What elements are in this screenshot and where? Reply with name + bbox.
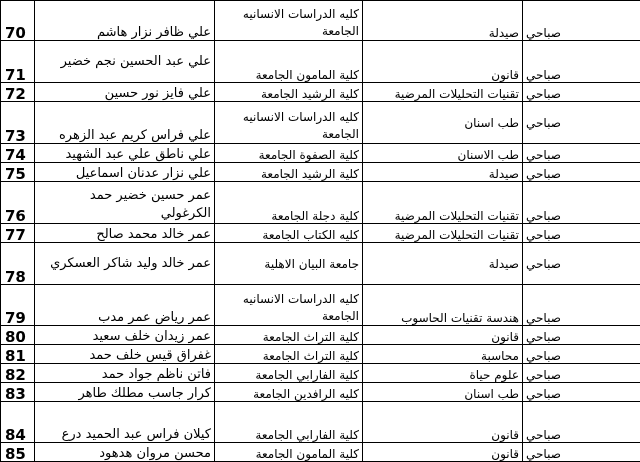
study-type: صباحي — [523, 83, 640, 102]
table-row — [1, 163, 640, 182]
department: طب اسنان — [363, 102, 523, 144]
student-name: عمر خالد محمد صالح — [35, 224, 215, 243]
department: تقنيات التحليلات المرضية — [363, 83, 523, 102]
college-name: كلية المامون الجامعة — [215, 41, 363, 83]
college-name: كليه الدراسات الانسانيه الجامعة — [215, 1, 363, 41]
table-row — [1, 345, 640, 364]
table-row — [1, 364, 640, 383]
table-row — [1, 224, 640, 243]
department: طب اسنان — [363, 383, 523, 402]
study-type: صباحي — [523, 144, 640, 163]
college-name: كلية دجلة الجامعة — [215, 182, 363, 224]
college-name: جامعة البيان الاهلية — [215, 243, 363, 285]
college-name: كلية الرشيد الجامعة — [215, 163, 363, 182]
college-name: كلية التراث الجامعة — [215, 345, 363, 364]
table-row — [1, 285, 640, 326]
college-name: كلية الفارابي الجامعة — [215, 364, 363, 383]
student-name: علي نزار عدنان اسماعيل — [35, 163, 215, 182]
student-name: عمر خالد وليد شاكر العسكري — [35, 243, 215, 285]
department: محاسبة — [363, 345, 523, 364]
study-type: صباحي — [523, 1, 640, 41]
department: صيدلة — [363, 163, 523, 182]
row-number: 70 — [1, 1, 35, 41]
row-number: 78 — [1, 243, 35, 285]
department: هندسة تقنيات الحاسوب — [363, 285, 523, 326]
student-name: عمر رياض عمر مدب — [35, 285, 215, 326]
college-name: كليه الرافدين الجامعة — [215, 383, 363, 402]
department: تقنيات التحليلات المرضية — [363, 182, 523, 224]
row-number: 73 — [1, 102, 35, 144]
table-row — [1, 326, 640, 345]
study-type: صباحي — [523, 402, 640, 443]
department: قانون — [363, 326, 523, 345]
study-type: صباحي — [523, 443, 640, 462]
study-type: صباحي — [523, 182, 640, 224]
row-number: 76 — [1, 182, 35, 224]
table-row — [1, 1, 640, 41]
table-row — [1, 383, 640, 402]
row-number: 79 — [1, 285, 35, 326]
department: قانون — [363, 443, 523, 462]
study-type: صباحي — [523, 326, 640, 345]
table-row — [1, 41, 640, 83]
row-number: 85 — [1, 443, 35, 462]
student-name: عمر زيدان خلف سعيد — [35, 326, 215, 345]
college-name: كلية الرشيد الجامعة — [215, 83, 363, 102]
college-name: كليه الكتاب الجامعة — [215, 224, 363, 243]
study-type: صباحي — [523, 41, 640, 83]
table-row — [1, 443, 640, 462]
student-name: علي ظافر نزار هاشم — [35, 1, 215, 41]
student-name: علي فايز نور حسين — [35, 83, 215, 102]
student-name: عمر حسين خضير حمد الكرغولي — [35, 182, 215, 224]
department: تقنيات التحليلات المرضية — [363, 224, 523, 243]
table-row — [1, 182, 640, 224]
study-type: صباحي — [523, 345, 640, 364]
study-type: صباحي — [523, 364, 640, 383]
row-number: 72 — [1, 83, 35, 102]
department: قانون — [363, 41, 523, 83]
student-name: علي ناطق علي عبد الشهيد — [35, 144, 215, 163]
study-type: صباحي — [523, 163, 640, 182]
study-type: صباحي — [523, 224, 640, 243]
row-number: 74 — [1, 144, 35, 163]
table-row — [1, 243, 640, 285]
student-name: فاتن ناظم جواد حمد — [35, 364, 215, 383]
student-name: علي عبد الحسين نجم خضير — [35, 41, 215, 83]
row-number: 75 — [1, 163, 35, 182]
row-number: 83 — [1, 383, 35, 402]
college-name: كلية الفارابي الجامعة — [215, 402, 363, 443]
study-type: صباحي — [523, 285, 640, 326]
table-row — [1, 144, 640, 163]
student-name: علي فراس كريم عبد الزهره — [35, 102, 215, 144]
study-type: صباحي — [523, 102, 640, 144]
college-name: كلية التراث الجامعة — [215, 326, 363, 345]
student-name: غفراق قيس خلف حمد — [35, 345, 215, 364]
department: طب الاسنان — [363, 144, 523, 163]
row-number: 84 — [1, 402, 35, 443]
college-name: كليه الدراسات الانسانيه الجامعة — [215, 102, 363, 144]
table-row — [1, 402, 640, 443]
student-name: محسن مروان هدهود — [35, 443, 215, 462]
college-name: كلية الصفوة الجامعة — [215, 144, 363, 163]
table-row — [1, 102, 640, 144]
study-type: صباحي — [523, 243, 640, 285]
row-number: 77 — [1, 224, 35, 243]
row-number: 82 — [1, 364, 35, 383]
department: قانون — [363, 402, 523, 443]
department: صيدلة — [363, 243, 523, 285]
college-name: كليه الدراسات الانسانيه الجامعة — [215, 285, 363, 326]
department: علوم حياة — [363, 364, 523, 383]
row-number: 80 — [1, 326, 35, 345]
department: صيدلة — [363, 1, 523, 41]
student-name: كرار جاسب مطلك طاهر — [35, 383, 215, 402]
row-number: 71 — [1, 41, 35, 83]
student-name: كيلان فراس عبد الحميد درع — [35, 402, 215, 443]
row-number: 81 — [1, 345, 35, 364]
college-name: كلية المامون الجامعة — [215, 443, 363, 462]
study-type: صباحي — [523, 383, 640, 402]
table-row — [1, 83, 640, 102]
